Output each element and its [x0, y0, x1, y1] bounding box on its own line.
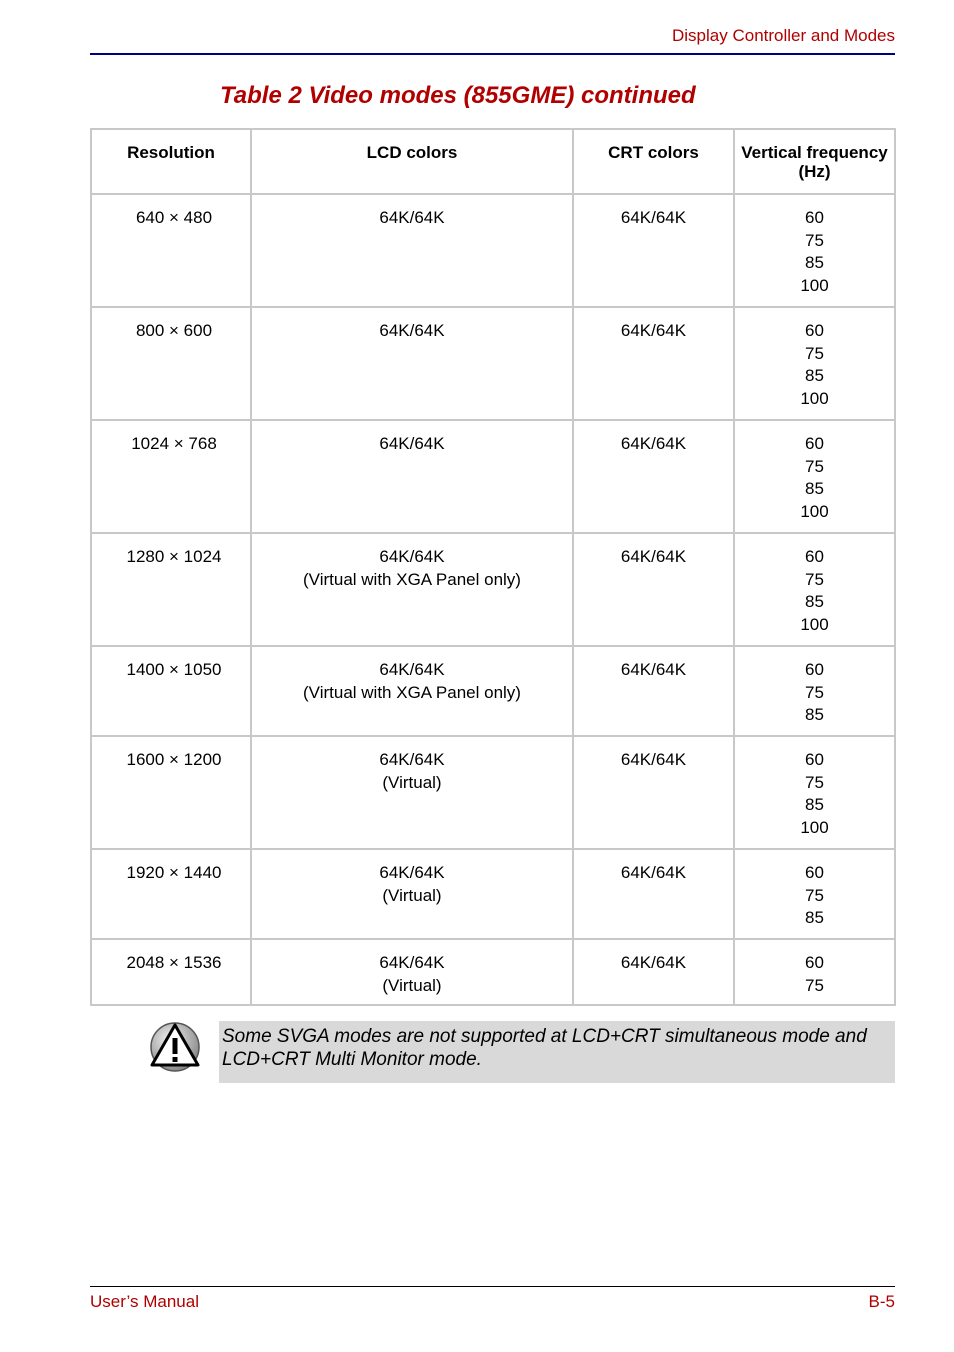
frequency-value: 60: [805, 953, 824, 972]
cell-lcd-colors: [251, 849, 573, 939]
frequency-value: 75: [805, 230, 824, 250]
cell-lcd-colors: [251, 307, 573, 420]
cell-lcd-colors: [251, 939, 573, 1005]
cell-resolution: 1024 × 768: [91, 420, 251, 533]
footer-rule: [90, 1286, 895, 1287]
table-row: [91, 307, 895, 420]
lcd-colors-line: 64K/64K: [379, 208, 445, 227]
frequency-value: 75: [805, 975, 824, 995]
frequency-value: 85: [805, 479, 824, 498]
cell-resolution: 2048 × 1536: [91, 939, 251, 1005]
frequency-value: 85: [805, 908, 824, 927]
cell-resolution: 1920 × 1440: [91, 849, 251, 939]
table-title: Table 2 Video modes (855GME) continued: [220, 82, 696, 109]
lcd-colors-line: 64K/64K: [379, 660, 445, 679]
frequency-value: 85: [805, 795, 824, 814]
cell-vertical-frequency: [734, 736, 895, 849]
frequency-value: 60: [805, 208, 824, 227]
lcd-colors-line: (Virtual): [382, 975, 442, 995]
lcd-colors-line: 64K/64K: [379, 863, 445, 882]
table-row: [91, 420, 895, 533]
cell-crt-colors: 64K/64K: [573, 849, 734, 939]
cell-resolution: 1600 × 1200: [91, 736, 251, 849]
frequency-value: 85: [805, 253, 824, 272]
table-row: [91, 646, 895, 736]
frequency-value: 75: [805, 772, 824, 792]
frequency-value: 75: [805, 343, 824, 363]
frequency-value: 75: [805, 456, 824, 476]
cell-crt-colors: 64K/64K: [573, 736, 734, 849]
table-row: [91, 849, 895, 939]
cell-lcd-colors: [251, 533, 573, 646]
cell-lcd-colors: [251, 646, 573, 736]
lcd-colors-line: 64K/64K: [379, 434, 445, 453]
cell-vertical-frequency: [734, 646, 895, 736]
header-rule: [90, 53, 895, 55]
frequency-value: 60: [805, 750, 824, 769]
cell-crt-colors: 64K/64K: [573, 533, 734, 646]
lcd-colors-line: (Virtual): [382, 772, 442, 792]
table-row: [91, 194, 895, 307]
frequency-value: 100: [800, 275, 829, 295]
cell-crt-colors: 64K/64K: [573, 646, 734, 736]
running-header: Display Controller and Modes: [672, 26, 895, 45]
table-row: [91, 939, 895, 1005]
video-modes-table: [90, 128, 896, 1006]
cell-vertical-frequency: [734, 939, 895, 1005]
frequency-value: 75: [805, 682, 824, 702]
column-header-vertical-frequency: Vertical frequency (Hz): [734, 129, 895, 194]
cell-vertical-frequency: [734, 307, 895, 420]
frequency-value: 60: [805, 434, 824, 453]
lcd-colors-line: 64K/64K: [379, 547, 445, 566]
cell-resolution: 1280 × 1024: [91, 533, 251, 646]
cell-crt-colors: 64K/64K: [573, 194, 734, 307]
frequency-value: 85: [805, 366, 824, 385]
frequency-value: 75: [805, 569, 824, 589]
frequency-value: 60: [805, 863, 824, 882]
frequency-value: 75: [805, 885, 824, 905]
lcd-colors-line: (Virtual): [382, 885, 442, 905]
cell-lcd-colors: [251, 420, 573, 533]
footer-page-number: B-5: [868, 1292, 895, 1311]
cell-lcd-colors: [251, 194, 573, 307]
note-text: Some SVGA modes are not supported at LCD+CRT simultaneous mode and LCD+CRT Multi Monitor mode.: [222, 1026, 867, 1070]
frequency-value: 60: [805, 547, 824, 566]
cell-vertical-frequency: [734, 849, 895, 939]
warning-icon: [149, 1021, 201, 1073]
table-row: [91, 533, 895, 646]
column-header-crt-colors: CRT colors: [573, 129, 734, 194]
frequency-value: 60: [805, 660, 824, 679]
frequency-value: 85: [805, 705, 824, 724]
frequency-value: 100: [800, 501, 829, 521]
lcd-colors-line: 64K/64K: [379, 953, 445, 972]
frequency-value: 100: [800, 614, 829, 634]
frequency-value: 100: [800, 388, 829, 408]
frequency-value: 100: [800, 817, 829, 837]
note-box: [219, 1021, 895, 1083]
footer-manual-name: User’s Manual: [90, 1292, 199, 1311]
cell-vertical-frequency: [734, 420, 895, 533]
cell-crt-colors: 64K/64K: [573, 939, 734, 1005]
cell-crt-colors: 64K/64K: [573, 420, 734, 533]
cell-lcd-colors: [251, 736, 573, 849]
cell-resolution: 640 × 480: [91, 194, 251, 307]
cell-vertical-frequency: [734, 194, 895, 307]
frequency-value: 85: [805, 592, 824, 611]
column-header-resolution: Resolution: [91, 129, 251, 194]
table-body: [91, 194, 895, 1005]
table-header-row: [91, 129, 895, 194]
lcd-colors-line: 64K/64K: [379, 321, 445, 340]
cell-crt-colors: 64K/64K: [573, 307, 734, 420]
cell-vertical-frequency: [734, 533, 895, 646]
cell-resolution: 1400 × 1050: [91, 646, 251, 736]
cell-resolution: 800 × 600: [91, 307, 251, 420]
column-header-lcd-colors: LCD colors: [251, 129, 573, 194]
lcd-colors-line: (Virtual with XGA Panel only): [303, 569, 521, 589]
table-row: [91, 736, 895, 849]
lcd-colors-line: (Virtual with XGA Panel only): [303, 682, 521, 702]
lcd-colors-line: 64K/64K: [379, 750, 445, 769]
frequency-value: 60: [805, 321, 824, 340]
